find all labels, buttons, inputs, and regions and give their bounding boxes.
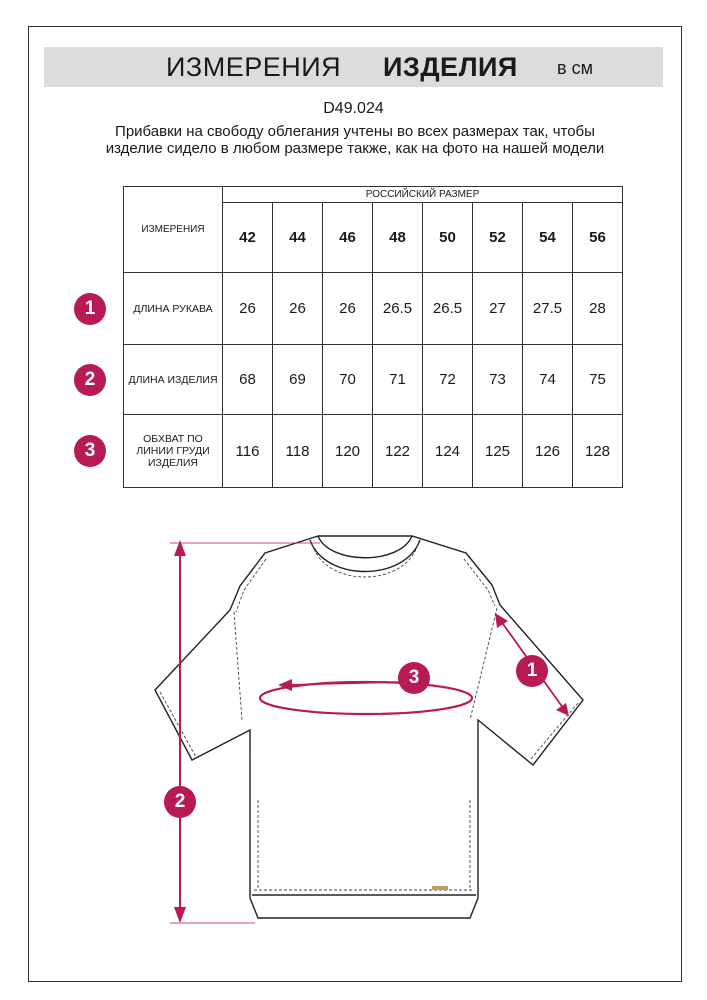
table-cell: 75 bbox=[573, 345, 623, 415]
table-cell: 118 bbox=[273, 415, 323, 488]
marker-3-badge: 3 bbox=[74, 435, 106, 467]
diagram-marker-3: 3 bbox=[398, 662, 430, 694]
table-cell: 128 bbox=[573, 415, 623, 488]
table-cell: 125 bbox=[473, 415, 523, 488]
size-header: 54 bbox=[523, 203, 573, 273]
table-cell: 27.5 bbox=[523, 273, 573, 345]
table-cell: 26.5 bbox=[373, 273, 423, 345]
table-cell: 26 bbox=[223, 273, 273, 345]
table-cell: 26.5 bbox=[423, 273, 473, 345]
label-tag bbox=[432, 886, 448, 890]
row-label: ДЛИНА ИЗДЕЛИЯ bbox=[124, 345, 223, 415]
measurements-header: ИЗМЕРЕНИЯ bbox=[124, 187, 223, 273]
row-label: ОБХВАТ ПО ЛИНИИ ГРУДИ ИЗДЕЛИЯ bbox=[124, 415, 223, 488]
size-header: 50 bbox=[423, 203, 473, 273]
title-measurements: ИЗМЕРЕНИЯ bbox=[166, 52, 342, 82]
fit-note: Прибавки на свободу облегания учтены во всех размерах так, чтобы изделие сидело в любом размере также, как на фото на нашей модели bbox=[105, 123, 605, 157]
size-system-header: РОССИЙСКИЙ РАЗМЕР bbox=[223, 187, 623, 203]
size-header: 46 bbox=[323, 203, 373, 273]
table-cell: 71 bbox=[373, 345, 423, 415]
diagram-marker-2: 2 bbox=[164, 786, 196, 818]
title-unit: в см bbox=[557, 58, 593, 78]
size-header: 42 bbox=[223, 203, 273, 273]
size-header: 56 bbox=[573, 203, 623, 273]
table-cell: 74 bbox=[523, 345, 573, 415]
table-cell: 124 bbox=[423, 415, 473, 488]
table-cell: 27 bbox=[473, 273, 523, 345]
table-cell: 122 bbox=[373, 415, 423, 488]
marker-2-badge: 2 bbox=[74, 364, 106, 396]
table-cell: 72 bbox=[423, 345, 473, 415]
table-cell: 26 bbox=[273, 273, 323, 345]
title-product: ИЗДЕЛИЯ bbox=[383, 52, 518, 82]
table-cell: 26 bbox=[323, 273, 373, 345]
table-cell: 116 bbox=[223, 415, 273, 488]
table-cell: 28 bbox=[573, 273, 623, 345]
diagram-marker-1: 1 bbox=[516, 655, 548, 687]
table-cell: 120 bbox=[323, 415, 373, 488]
tshirt-outline-icon bbox=[155, 536, 583, 918]
size-header: 48 bbox=[373, 203, 423, 273]
table-cell: 69 bbox=[273, 345, 323, 415]
size-header: 44 bbox=[273, 203, 323, 273]
table-cell: 68 bbox=[223, 345, 273, 415]
table-cell: 73 bbox=[473, 345, 523, 415]
table-cell: 126 bbox=[523, 415, 573, 488]
product-code: D49.024 bbox=[323, 100, 384, 117]
row-label: ДЛИНА РУКАВА bbox=[124, 273, 223, 345]
table-cell: 70 bbox=[323, 345, 373, 415]
size-header: 52 bbox=[473, 203, 523, 273]
marker-1-badge: 1 bbox=[74, 293, 106, 325]
